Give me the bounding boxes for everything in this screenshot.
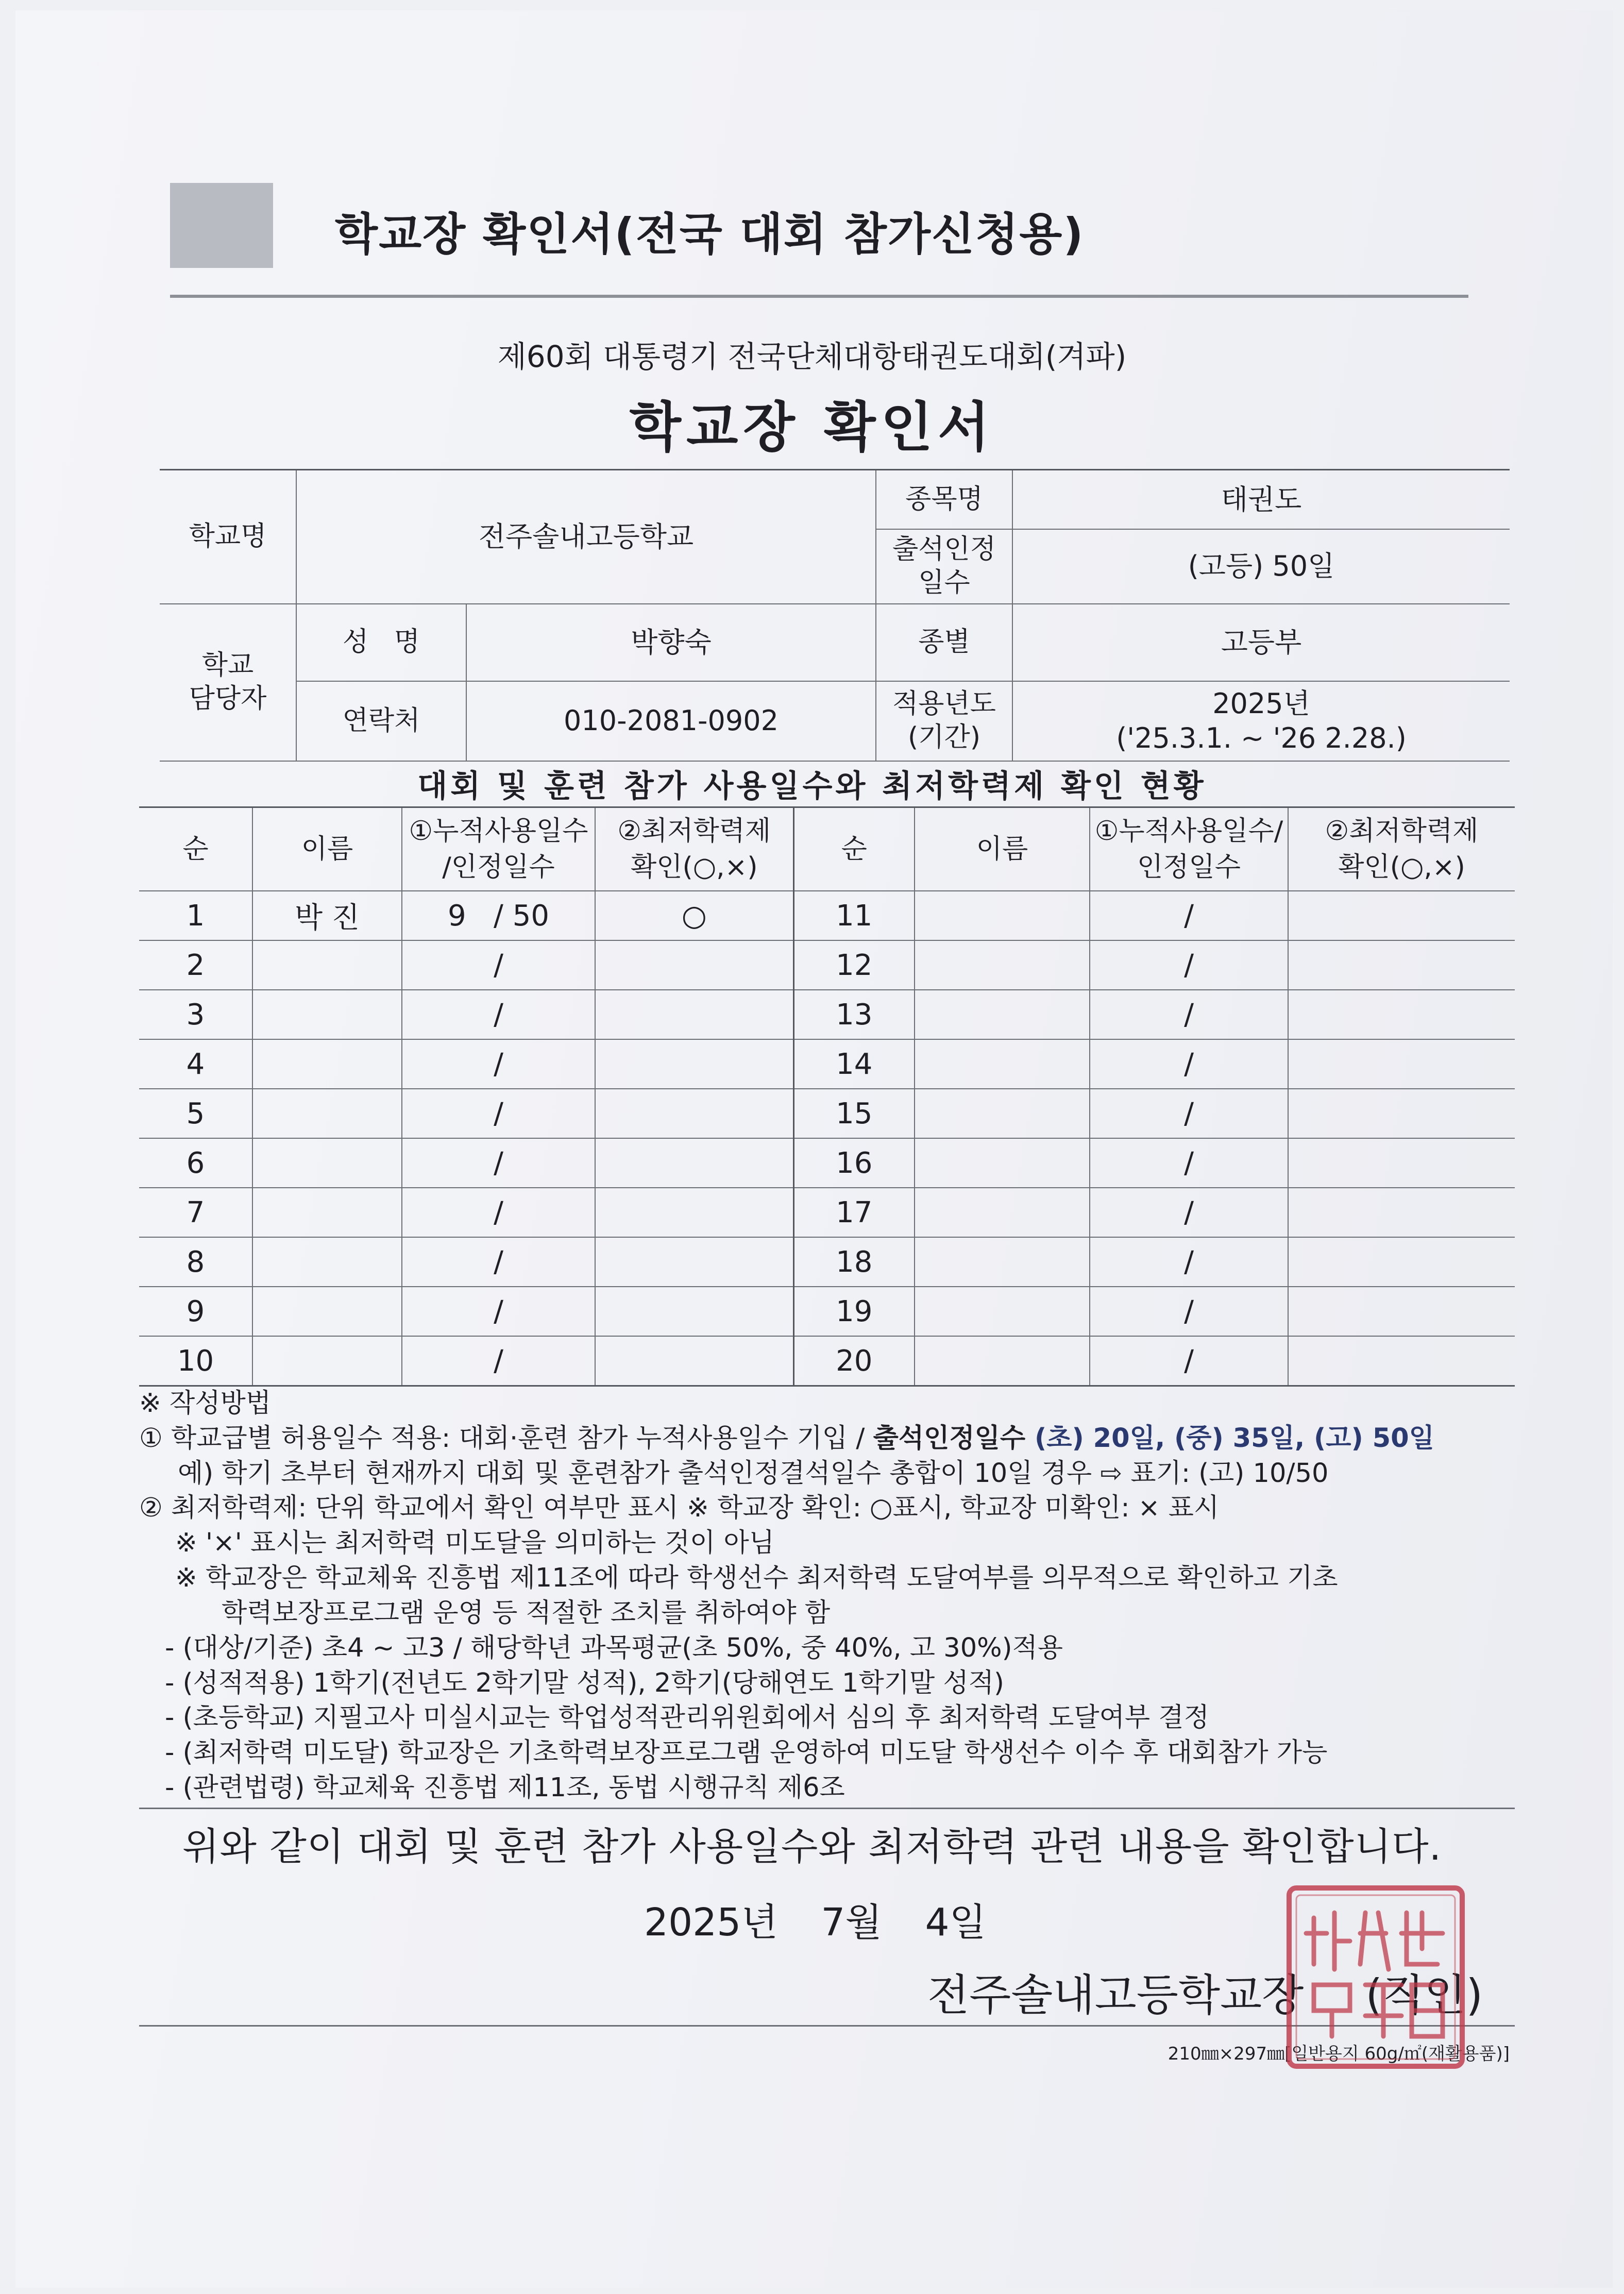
division-label: 종별 [876, 604, 1012, 681]
row-days-right: / [1090, 1138, 1288, 1188]
row-check-left [595, 1287, 793, 1336]
header-check-left [595, 807, 793, 891]
manager-name-label: 성 명 [296, 604, 466, 681]
table-row [139, 891, 1515, 940]
paper-spec-footer: 210㎜×297㎜[일반용지 60g/㎡(재활용품)] [1168, 2044, 1510, 2064]
note-2-b2: 학력보장프로그램 운영 등 적절한 조치를 취하여야 함 [222, 1597, 831, 1628]
competition-subtitle: 제60회 대통령기 전국단체대항태권도대회(겨파) [497, 339, 1127, 374]
header-days-left-2: /인정일수 [442, 852, 555, 883]
detail-5: - (관련법령) 학교체육 진흥법 제11조, 동법 시행규칙 제6조 [165, 1773, 845, 1803]
manager-label-1: 학교 [201, 650, 254, 681]
row-name-right [915, 1138, 1090, 1188]
header-days-left-1: ①누적사용일수 [409, 815, 588, 847]
header-title: 학교장 확인서(전국 대회 참가신청용) [335, 209, 1085, 260]
table-row [139, 1188, 1515, 1237]
row-name-left [252, 940, 402, 990]
header-check-left-1: ②최저학력제 [617, 815, 771, 847]
row-days-left: / [402, 990, 595, 1039]
header-check-right-1: ②최저학력제 [1325, 815, 1479, 847]
row-name-left [252, 1287, 402, 1336]
row-days-left: / [402, 940, 595, 990]
detail-3: - (초등학교) 지필고사 미실시교는 학업성적관리위원회에서 심의 후 최저학력 도달여부 결정 [165, 1702, 1209, 1733]
row-name-left [252, 1336, 402, 1386]
row-no-right: 16 [793, 1138, 915, 1188]
row-no-left: 1 [139, 891, 252, 940]
row-days-left: / [402, 1188, 595, 1237]
detail-1: - (대상/기준) 초4 ~ 고3 / 해당학년 과목평균(초 50%, 중 40%, 고 30%)적용 [165, 1632, 1063, 1663]
principal-name: 전주솔내고등학교장 [927, 1970, 1304, 2020]
row-check-left [595, 1336, 793, 1386]
row-name-left [252, 1138, 402, 1188]
writing-instructions [139, 1386, 1530, 1806]
row-name-right [915, 1287, 1090, 1336]
row-no-right: 13 [793, 990, 915, 1039]
contact-value: 010-2081-0902 [466, 681, 876, 761]
row-check-left [595, 1138, 793, 1188]
row-no-right: 14 [793, 1039, 915, 1089]
row-name-right [915, 990, 1090, 1039]
row-no-left: 5 [139, 1089, 252, 1138]
section-title: 대회 및 훈련 참가 사용일수와 최저학력제 확인 현황 [417, 768, 1207, 804]
event-value: 태권도 [1012, 470, 1510, 529]
row-days-right: / [1090, 1039, 1288, 1089]
row-name-left [252, 1237, 402, 1287]
note-1-text: ① 학교급별 허용일수 적용: 대회·훈련 참가 누적사용일수 기입 / [139, 1423, 873, 1454]
table-row [139, 1237, 1515, 1287]
header-check-right-2: 확인(○,×) [1338, 852, 1465, 883]
row-check-left [595, 940, 793, 990]
row-no-right: 20 [793, 1336, 915, 1386]
note-1 [139, 1421, 1530, 1456]
applicable-year-value [1012, 681, 1510, 761]
row-no-right: 11 [793, 891, 915, 940]
table-row [139, 1039, 1515, 1089]
row-days-left: 9 / 50 [402, 891, 595, 940]
row-check-right [1288, 1287, 1515, 1336]
row-days-left: / [402, 1138, 595, 1188]
header-name-left: 이름 [252, 807, 402, 891]
row-name-right [915, 1089, 1090, 1138]
date-day: 4일 [925, 1900, 987, 1945]
header-underline [170, 295, 1468, 298]
row-check-right [1288, 1138, 1515, 1188]
row-check-right [1288, 1336, 1515, 1386]
info-table [160, 469, 1510, 762]
row-check-right [1288, 1039, 1515, 1089]
row-no-right: 17 [793, 1188, 915, 1237]
header-no-right: 순 [793, 807, 915, 891]
table-row [139, 1138, 1515, 1188]
row-check-left [595, 990, 793, 1039]
row-no-right: 18 [793, 1237, 915, 1287]
row-days-left: / [402, 1237, 595, 1287]
main-title: 학교장 확인서 [629, 396, 995, 459]
table-row [139, 940, 1515, 990]
contact-label: 연락처 [296, 681, 466, 761]
school-name-label: 학교명 [160, 470, 296, 604]
row-days-right: / [1090, 1336, 1288, 1386]
row-days-left: / [402, 1336, 595, 1386]
official-seal-stamp [1283, 1882, 1468, 2072]
row-check-left [595, 1188, 793, 1237]
row-name-left [252, 1188, 402, 1237]
row-name-right [915, 1039, 1090, 1089]
header-days-right-1: ①누적사용일수/ [1094, 815, 1283, 847]
detail-2: - (성적적용) 1학기(전년도 2학기말 성적), 2학기(당해연도 1학기말 성적) [165, 1667, 1004, 1698]
attendance-days-label-1: 출석인정 [892, 534, 996, 565]
applicable-year-value-2: ('25.3.1. ~ '26 2.28.) [1116, 722, 1407, 754]
notes-separator [139, 1808, 1515, 1809]
row-no-left: 2 [139, 940, 252, 990]
row-name-right [915, 891, 1090, 940]
header-days-left [402, 807, 595, 891]
table-row [139, 1089, 1515, 1138]
row-days-right: / [1090, 1287, 1288, 1336]
seal-label: (직인) [1365, 1970, 1483, 2020]
row-name-left [252, 1089, 402, 1138]
row-check-right [1288, 1089, 1515, 1138]
row-no-left: 10 [139, 1336, 252, 1386]
row-no-right: 19 [793, 1287, 915, 1336]
row-check-left [595, 1237, 793, 1287]
note-1-bold: 출석인정일수 [873, 1423, 1026, 1454]
division-value: 고등부 [1012, 604, 1510, 681]
row-check-left: ○ [595, 891, 793, 940]
row-days-right: / [1090, 1188, 1288, 1237]
note-1-example: 예) 학기 초부터 현재까지 대회 및 훈련참가 출석인정결석일수 총합이 10일 경우 ⇨ 표기: (고) 10/50 [178, 1458, 1329, 1489]
attendance-days-value: (고등) 50일 [1012, 529, 1510, 604]
header-check-left-2: 확인(○,×) [630, 852, 758, 883]
row-check-right [1288, 990, 1515, 1039]
row-days-left: / [402, 1089, 595, 1138]
row-days-right: / [1090, 940, 1288, 990]
manager-label-2: 담당자 [189, 683, 267, 714]
attendance-days-label-2: 일수 [918, 567, 970, 598]
row-no-left: 6 [139, 1138, 252, 1188]
row-no-right: 15 [793, 1089, 915, 1138]
row-check-left [595, 1089, 793, 1138]
row-no-left: 4 [139, 1039, 252, 1089]
table-row [139, 1287, 1515, 1336]
row-check-left [595, 1039, 793, 1089]
row-name-right [915, 1336, 1090, 1386]
applicable-year-label-1: 적용년도 [892, 688, 996, 719]
attendance-days-label [876, 529, 1012, 604]
header-gray-block [170, 183, 273, 268]
row-no-left: 9 [139, 1287, 252, 1336]
row-check-right [1288, 1188, 1515, 1237]
applicable-year-label [876, 681, 1012, 761]
issue-date [644, 1892, 986, 1947]
row-days-left: / [402, 1039, 595, 1089]
date-year: 2025년 [644, 1900, 778, 1945]
row-days-right: / [1090, 891, 1288, 940]
row-no-right: 12 [793, 940, 915, 990]
row-days-right: / [1090, 1089, 1288, 1138]
table-row [139, 990, 1515, 1039]
date-month: 7월 [821, 1900, 882, 1945]
table-row [139, 1336, 1515, 1386]
note-2-b1: ※ 학교장은 학교체육 진흥법 제11조에 따라 학생선수 최저학력 도달여부를 의무적으로 확인하고 기초 [175, 1563, 1338, 1594]
manager-name-value: 박향숙 [466, 604, 876, 681]
row-no-left: 8 [139, 1237, 252, 1287]
row-no-left: 3 [139, 990, 252, 1039]
notes-heading: ※ 작성방법 [139, 1388, 272, 1419]
row-days-right: / [1090, 990, 1288, 1039]
event-label: 종목명 [876, 470, 1012, 529]
row-days-left: / [402, 1287, 595, 1336]
note-2: ② 최저학력제: 단위 학교에서 확인 여부만 표시 ※ 학교장 확인: ○표시, 학교장 미확인: × 표시 [139, 1493, 1220, 1524]
confirm-statement: 위와 같이 대회 및 훈련 참가 사용일수와 최저학력 관련 내용을 확인합니다. [182, 1825, 1442, 1869]
row-name-left: 박 진 [252, 891, 402, 940]
row-name-left [252, 990, 402, 1039]
header-days-right-2: 인정일수 [1137, 852, 1241, 883]
row-days-right: / [1090, 1237, 1288, 1287]
header-days-right [1090, 807, 1288, 891]
detail-4: - (최저학력 미도달) 학교장은 기초학력보장프로그램 운영하여 미도달 학생선수 이수 후 대회참가 가능 [165, 1738, 1328, 1768]
row-no-left: 7 [139, 1188, 252, 1237]
row-name-right [915, 1237, 1090, 1287]
row-name-right [915, 940, 1090, 990]
header-check-right [1288, 807, 1515, 891]
row-check-right [1288, 891, 1515, 940]
applicable-year-value-1: 2025년 [1212, 687, 1310, 720]
manager-label [160, 604, 296, 761]
row-check-right [1288, 1237, 1515, 1287]
note-1-highlight: (초) 20일, (중) 35일, (고) 50일 [1025, 1423, 1434, 1454]
applicable-year-label-2: (기간) [907, 722, 981, 753]
row-name-left [252, 1039, 402, 1089]
header-no-left: 순 [139, 807, 252, 891]
row-check-right [1288, 940, 1515, 990]
row-name-right [915, 1188, 1090, 1237]
header-name-right: 이름 [915, 807, 1090, 891]
school-name-value: 전주솔내고등학교 [296, 470, 876, 604]
roster-table [139, 806, 1515, 1387]
note-2-a: ※ '×' 표시는 최저학력 미도달을 의미하는 것이 아님 [175, 1528, 775, 1559]
